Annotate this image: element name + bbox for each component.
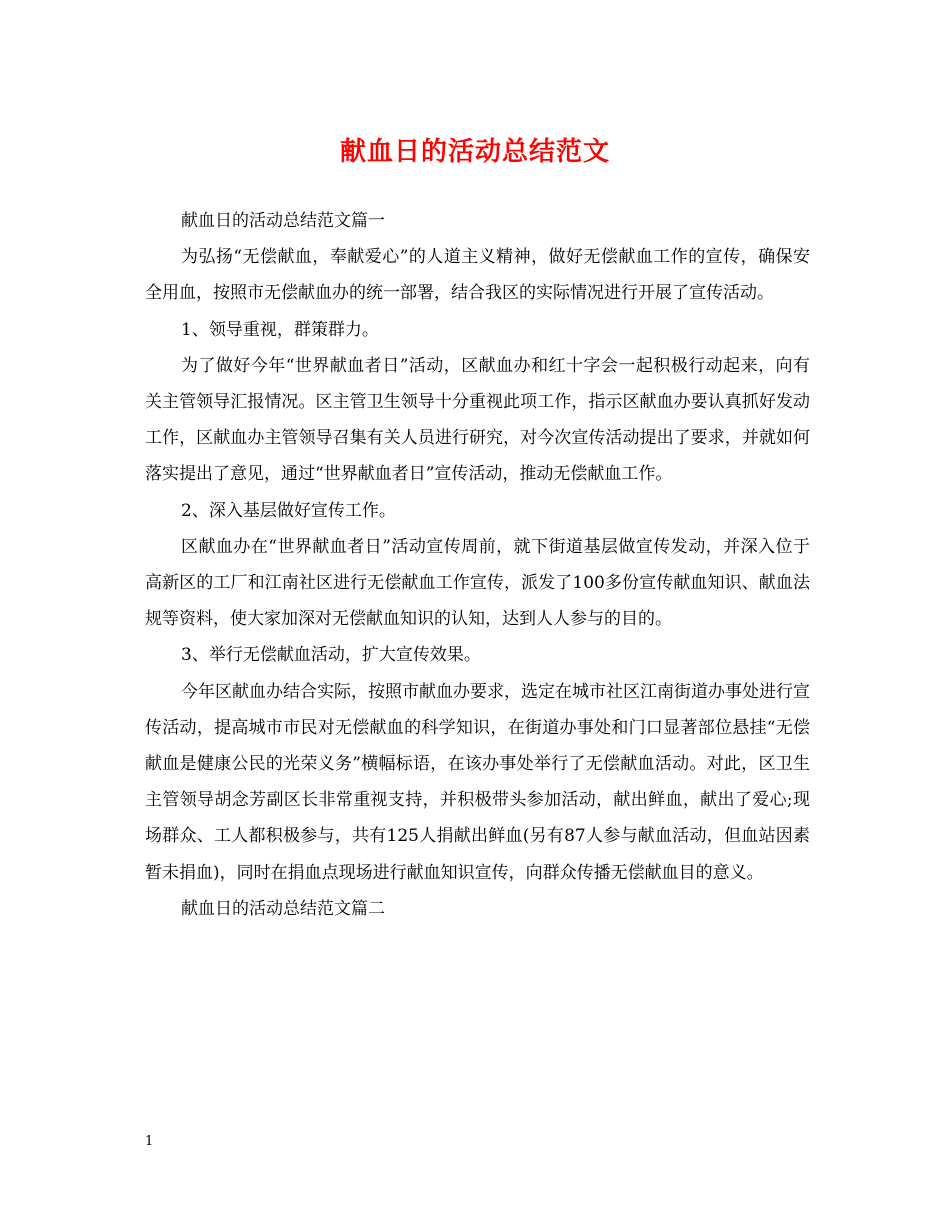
document-title: 献血日的活动总结范文	[339, 137, 610, 167]
document-body	[145, 203, 810, 927]
page-number: 1	[145, 1134, 154, 1149]
item-heading-2: 2、深入基层做好宣传工作。	[181, 500, 396, 521]
item-heading-1: 1、领导重视，群策群力。	[181, 319, 379, 340]
section-heading-part-two: 献血日的活动总结范文篇二	[181, 898, 385, 919]
item-heading-3: 3、举行无偿献血活动，扩大宣传效果。	[181, 645, 481, 666]
paragraph-item-1: 为了做好今年“世界献血者日”活动，区献血办和红十字会一起积极行动起来，向有关主管领导汇报情况。区主管卫生领导十分重视此项工作，指示区献血办要认真抓好发动工作，区献血办主管领导召集有关人员进行研究，对今次宣传活动提出了要求，并就如何落实提出了意见，通过“世界献血者日”宣传活动，推动无偿献血工作。	[145, 355, 810, 485]
paragraph-item-2: 区献血办在“世界献血者日”活动宣传周前，就下街道基层做宣传发动，并深入位于高新区的工厂和江南社区进行无偿献血工作宣传，派发了100多份宣传献血知识、献血法规等资料，使大家加深对无偿献血知识的认知，达到人人参与的目的。	[145, 536, 810, 630]
section-heading-part-one: 献血日的活动总结范文篇一	[181, 211, 385, 231]
paragraph-item-3: 今年区献血办结合实际，按照市献血办要求，选定在城市社区江南街道办事处进行宣传活动，提高城市市民对无偿献血的科学知识，在街道办事处和门口显著部位悬挂“无偿献血是健康公民的光荣义务”横幅标语，在该办事处举行了无偿献血活动。对此，区卫生主管领导胡念芳副区长非常重视支持，并积极带头参加活动，献出鲜血，献出了爱心;现场群众、工人都积极参与，共有125人捐献出鲜血(另有87人参与献血活动，但血站因素暂未捐血)，同时在捐血点现场进行献血知识宣传，向群众传播无偿献血目的意义。	[145, 681, 810, 883]
paragraph-intro: 为弘扬“无偿献血，奉献爱心”的人道主义精神，做好无偿献血工作的宣传，确保安全用血，按照市无偿献血办的统一部署，结合我区的实际情况进行开展了宣传活动。	[145, 247, 810, 304]
